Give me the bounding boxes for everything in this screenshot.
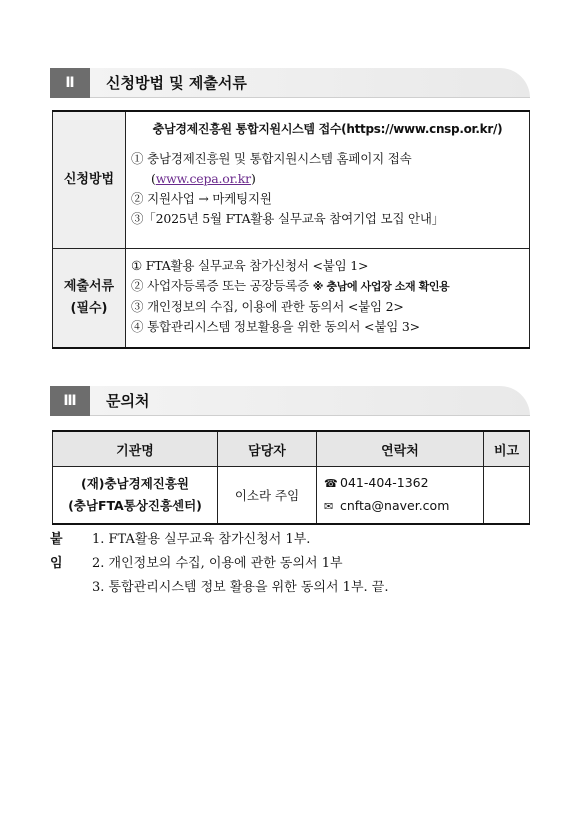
col-header-note: 비고 xyxy=(484,431,530,467)
col-header-contact: 연락처 xyxy=(317,431,484,467)
web-title: 충남경제진흥원 통합지원시스템 접수(https://www.cnsp.or.kr/) xyxy=(152,122,503,136)
phone-number[interactable]: 041-404-1362 xyxy=(340,475,429,490)
org-center: (충남FTA통상진흥센터) xyxy=(68,498,202,513)
doc-item-1: ① FTA활용 실무교육 참가신청서 <붙임 1> xyxy=(131,257,369,273)
person-cell: 이소라 주임 xyxy=(218,467,317,525)
method-step-1: ① 충남경제진흥원 및 통합지원시스템 홈페이지 접속 xyxy=(131,151,412,166)
col-header-org: 기관명 xyxy=(53,431,218,467)
section-number: Ⅱ xyxy=(50,68,90,98)
org-name: (재)충남경제진흥원 xyxy=(80,476,190,491)
note-cell xyxy=(484,467,530,525)
docs-label-main: 제출서류 xyxy=(63,278,115,294)
section-header-contact xyxy=(50,386,530,416)
phone-icon: ☎ xyxy=(324,477,338,490)
contact-table xyxy=(52,430,530,525)
contact-cell xyxy=(317,467,484,525)
method-step-1-link-line: (www.cepa.or.kr) xyxy=(151,171,256,186)
section-title: 신청방법 및 제출서류 xyxy=(106,74,247,92)
table-row xyxy=(53,467,530,525)
email-address[interactable]: cnfta@naver.com xyxy=(340,498,450,513)
section-number: Ⅲ xyxy=(50,386,90,416)
method-step-3: ③「2025년 5월 FTA활용 실무교육 참여기업 모집 안내」 xyxy=(131,211,445,226)
docs-label-required: (필수) xyxy=(70,300,108,316)
phone-line xyxy=(324,472,482,495)
doc-item-2 xyxy=(131,276,524,297)
org-cell xyxy=(53,467,218,525)
cepa-link[interactable]: www.cepa.or.kr xyxy=(155,171,251,186)
section-band xyxy=(90,386,530,416)
col-header-person: 담당자 xyxy=(218,431,317,467)
attachment-item-3: 3. 통합관리시스템 정보 활용을 위한 동의서 1부. 끝. xyxy=(92,580,389,595)
docs-content xyxy=(126,248,530,348)
method-label: 신청방법 xyxy=(53,111,126,248)
section-title: 문의처 xyxy=(106,392,150,410)
attachments-label: 붙임 xyxy=(50,532,63,571)
docs-label xyxy=(53,248,126,348)
doc-item-4: ④ 통합관리시스템 정보활용을 위한 동의서 <붙임 3> xyxy=(131,318,420,334)
attachment-item-2: 2. 개인정보의 수집, 이용에 관한 동의서 1부 xyxy=(92,556,343,571)
doc-item-3: ③ 개인정보의 수집, 이용에 관한 동의서 <붙임 2> xyxy=(131,298,404,314)
apply-table xyxy=(52,110,530,349)
mail-icon: ✉ xyxy=(324,500,334,513)
section-header-apply xyxy=(50,68,530,98)
attachment-item-1: 1. FTA활용 실무교육 참가신청서 1부. xyxy=(92,532,311,547)
method-content xyxy=(126,111,530,248)
email-line xyxy=(324,495,482,518)
method-step-2: ② 지원사업 → 마케팅지원 xyxy=(131,191,272,206)
doc-item-2-text: ② 사업자등록증 또는 공장등록증 xyxy=(131,277,313,293)
doc-item-2-note: ※ 충남에 사업장 소재 확인용 xyxy=(312,279,450,293)
